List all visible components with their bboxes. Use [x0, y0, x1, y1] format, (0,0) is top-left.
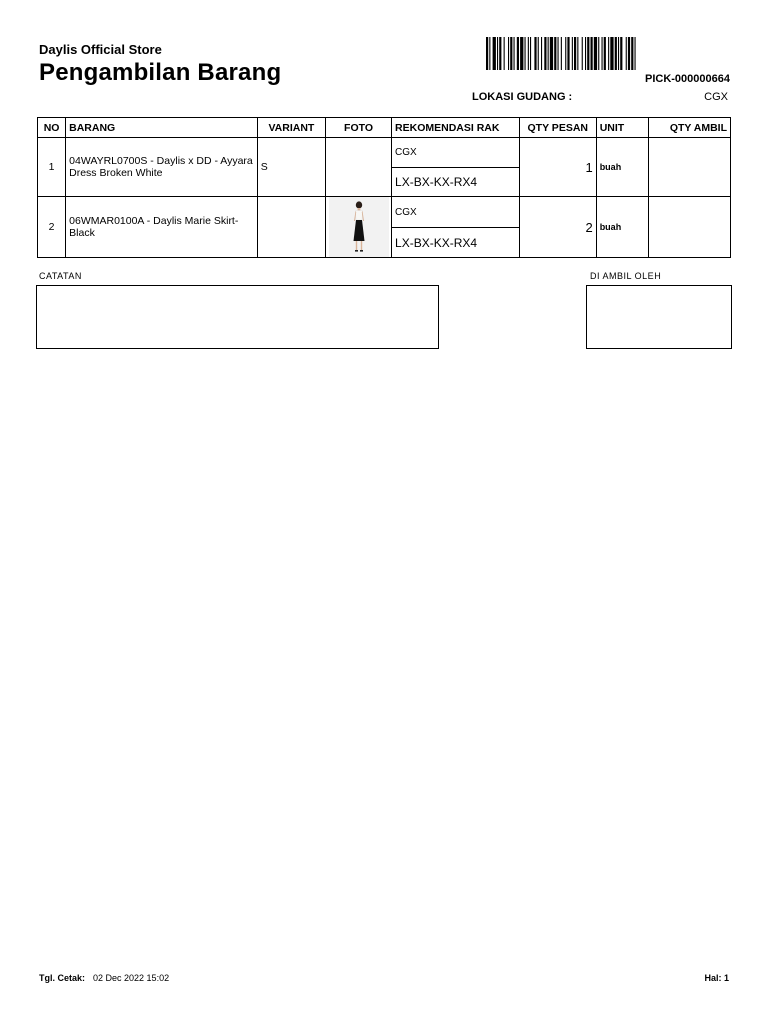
row-variant: S [257, 138, 325, 197]
pick-id: PICK-000000664 [644, 73, 730, 85]
header-rekomendasi-rak: REKOMENDASI RAK [392, 118, 520, 138]
warehouse-location-label: LOKASI GUDANG : [472, 91, 573, 103]
header-foto: FOTO [326, 118, 392, 138]
notes-label: CATATAN [39, 271, 82, 281]
table-row [38, 197, 731, 228]
page-title: Pengambilan Barang [39, 59, 282, 86]
header-variant: VARIANT [257, 118, 325, 138]
row-barang: 04WAYRL0700S - Daylis x DD - Ayyara Dress Broken White [66, 138, 258, 197]
warehouse-location-value: CGX [704, 91, 728, 103]
product-photo [329, 197, 389, 257]
row-variant [257, 197, 325, 258]
store-name: Daylis Official Store [39, 42, 162, 57]
row-unit: buah [596, 138, 648, 197]
row-qty-ambil [648, 197, 730, 258]
table-row [38, 138, 731, 168]
row-foto [326, 197, 392, 258]
page-number: Hal: 1 [704, 973, 729, 983]
row-barang: 06WMAR0100A - Daylis Marie Skirt-Black [66, 197, 258, 258]
header-unit: UNIT [596, 118, 648, 138]
table-header-row [38, 118, 731, 138]
row-no: 1 [38, 138, 66, 197]
row-rak-location: CGX [392, 138, 520, 168]
row-no: 2 [38, 197, 66, 258]
row-rak-code: LX-BX-KX-RX4 [392, 228, 520, 258]
row-qty-pesan: 2 [519, 197, 596, 258]
row-unit: buah [596, 197, 648, 258]
picked-by-box [586, 285, 732, 349]
header-barang: BARANG [66, 118, 258, 138]
header-qty-pesan: QTY PESAN [519, 118, 596, 138]
header-qty-ambil: QTY AMBIL [648, 118, 730, 138]
print-date-value: 02 Dec 2022 15:02 [93, 973, 170, 983]
picked-by-label: DI AMBIL OLEH [590, 271, 662, 281]
barcode-image [486, 37, 730, 70]
row-qty-ambil [648, 138, 730, 197]
row-rak-location: CGX [392, 197, 520, 228]
row-foto [326, 138, 392, 197]
notes-box [36, 285, 439, 349]
picking-table [37, 117, 731, 258]
row-rak-code: LX-BX-KX-RX4 [392, 168, 520, 197]
print-date [39, 973, 169, 983]
header-no: NO [38, 118, 66, 138]
row-qty-pesan: 1 [519, 138, 596, 197]
print-date-label: Tgl. Cetak: [39, 973, 86, 983]
